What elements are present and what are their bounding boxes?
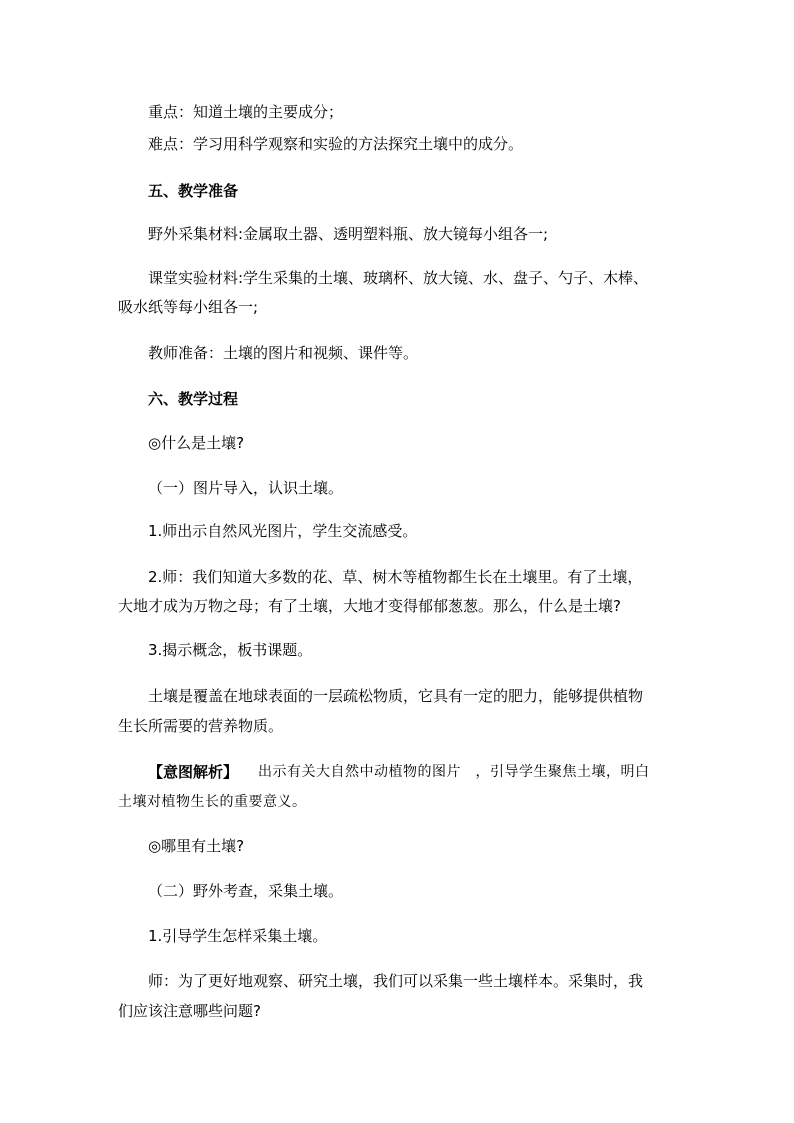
step-1: 1.师出示自然风光图片，学生交流感受。 xyxy=(148,522,418,540)
step-2-line2: 大地才成为万物之母；有了土壤，大地才变得郁郁葱葱。那么，什么是土壤? xyxy=(118,597,621,615)
step-3: 3.揭示概念，板书课题。 xyxy=(148,641,313,659)
question-where-is-soil: ◎哪里有土壤? xyxy=(148,837,245,855)
intent-analysis-line1: 出示有关大自然中动植物的图片 ，引导学生聚焦土壤，明白 xyxy=(258,764,650,780)
difficult-point: 难点：学习用科学观察和实验的方法探究土壤中的成分。 xyxy=(148,135,524,153)
intent-analysis-label: 【意图解析】 xyxy=(148,763,239,781)
field-materials: 野外采集材料:金属取土器、透明塑料瓶、放大镜每小组各一; xyxy=(148,225,549,243)
subsection-heading-1: （一）图片导入，认识土壤。 xyxy=(148,479,344,497)
soil-definition-line1: 土壤是覆盖在地球表面的一层疏松物质，它具有一定的肥力，能够提供植物 xyxy=(148,687,644,705)
soil-definition-line2: 生长所需要的营养物质。 xyxy=(118,717,284,735)
class-materials-line1: 课堂实验材料:学生采集的土壤、玻璃杯、放大镜、水、盘子、勺子、木棒、 xyxy=(148,269,649,287)
key-point: 重点：知道土壤的主要成分； xyxy=(148,103,344,121)
teacher-prompt-line1: 师：为了更好地观察、研究土壤，我们可以采集一些土壤样本。采集时，我 xyxy=(148,972,644,990)
teacher-prompt-line2: 们应该注意哪些问题? xyxy=(118,1002,261,1020)
subsection-heading-2: （二）野外考查，采集土壤。 xyxy=(148,882,344,900)
step-2-line1: 2.师：我们知道大多数的花、草、树木等植物都生长在土壤里。有了土壤， xyxy=(148,568,643,586)
question-what-is-soil: ◎什么是土壤? xyxy=(148,434,245,452)
class-materials-line2: 吸水纸等每小组各一; xyxy=(118,298,259,316)
intent-analysis-line2: 土壤对植物生长的重要意义。 xyxy=(118,794,307,810)
section-heading-process: 六、教学过程 xyxy=(148,390,239,408)
step-guide-1: 1.引导学生怎样采集土壤。 xyxy=(148,927,328,945)
teacher-preparation: 教师准备：土壤的图片和视频、课件等。 xyxy=(148,344,419,362)
section-heading-preparation: 五、教学准备 xyxy=(148,182,239,200)
